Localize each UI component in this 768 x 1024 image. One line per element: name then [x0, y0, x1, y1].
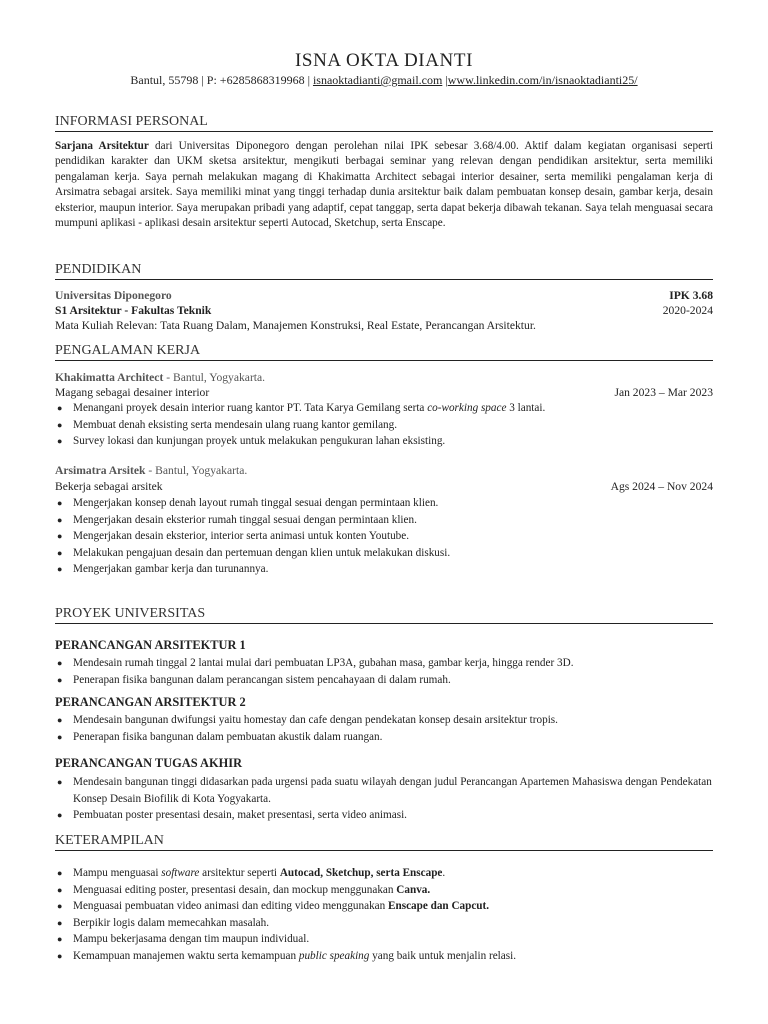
- job-period: Ags 2024 – Nov 2024: [610, 480, 713, 493]
- project-title: PERANCANGAN TUGAS AKHIR: [55, 756, 243, 770]
- skills-list: [55, 865, 713, 964]
- job-company: Khakimatta Architect: [55, 371, 164, 384]
- project-1-bullets: [55, 655, 713, 688]
- candidate-name: ISNA OKTA DIANTI: [294, 50, 473, 71]
- list-item: ● Penerapan fisika bangunan dalam pembuatan akustik dalam ruangan.: [55, 729, 713, 746]
- emphasis-text: co-working space: [427, 402, 507, 414]
- list-item: ● Mengerjakan gambar kerja dan turunannya.: [55, 561, 713, 578]
- emphasis-text: public speaking: [298, 949, 370, 962]
- job-role: Magang sebagai desainer interior: [55, 386, 210, 399]
- emphasis-text: software: [161, 867, 200, 879]
- education-row-1: [55, 288, 713, 303]
- job-period: Jan 2023 – Mar 2023: [614, 386, 713, 399]
- list-item: ● Menangani proyek desain interior ruang kantor PT. Tata Karya Gemilang serta co-working space 3 lantai.: [55, 400, 713, 417]
- list-item: ● Melakukan pengajuan desain dan pertemuan dengan klien untuk melakukan diskusi.: [55, 545, 713, 562]
- strong-text: Autocad, Sketchup, serta Enscape: [279, 867, 443, 879]
- list-item: ● Survey lokasi dan kunjungan proyek untuk melakukan pengukuran lahan eksisting.: [55, 433, 713, 450]
- job-1-role-row: [55, 385, 713, 400]
- list-item: ● Menguasai editing poster, presentasi desain, dan mockup menggunakan Canva.: [55, 882, 713, 899]
- list-item: ● Pembuatan poster presentasi desain, maket presentasi, serta video animasi.: [55, 807, 713, 824]
- job-1-header: [55, 370, 713, 385]
- job-location: - Bantul, Yogyakarta.: [145, 464, 248, 477]
- degree-title: Sarjana Arsitektur: [55, 140, 149, 152]
- project-2-bullets: [55, 712, 713, 745]
- list-item: ● Berpikir logis dalam memecahkan masalah.: [55, 915, 713, 932]
- job-role: Bekerja sebagai arsitek: [55, 480, 163, 493]
- personal-summary: [55, 139, 713, 231]
- section-heading-experience: PENGALAMAN KERJA: [55, 342, 713, 361]
- list-item: ● Mendesain bangunan dwifungsi yaitu homestay dan cafe dengan pendekatan konsep desain arsitektur tropis.: [55, 712, 713, 729]
- education-row-3: [55, 318, 713, 333]
- list-item: ● Membuat denah eksisting serta mendesain ulang ruang kantor gemilang.: [55, 417, 713, 434]
- contact-separator: |: [442, 73, 448, 87]
- education-row-2: [55, 303, 713, 318]
- strong-text: Canva.: [396, 883, 431, 896]
- list-item: ● Mengerjakan desain eksterior, interior serta animasi untuk konten Youtube.: [55, 528, 713, 545]
- linkedin-link[interactable]: www.linkedin.com/in/isnaoktadianti25/: [447, 73, 638, 87]
- project-title: PERANCANGAN ARSITEKTUR 2: [55, 695, 246, 709]
- project-title: PERANCANGAN ARSITEKTUR 1: [55, 638, 246, 652]
- education-years: 2020-2024: [662, 304, 713, 317]
- email-link[interactable]: isnaoktadianti@gmail.com: [312, 73, 443, 87]
- job-2-role-row: [55, 479, 713, 494]
- contact-line: [0, 73, 768, 88]
- list-item: ● Mendesain rumah tinggal 2 lantai mulai dari pembuatan LP3A, gubahan masa, gambar kerja, hingga render 3D.: [55, 655, 713, 672]
- list-item: ● Mampu menguasai software arsitektur seperti Autocad, Sketchup, serta Enscape.: [55, 865, 713, 882]
- summary-text: dari Universitas Diponegoro dengan perolehan nilai IPK sebesar 3.68/4.00. Aktif dalam kegiatan organisasi seperti pendidikan karakter dan UKM sketsa arsitektur, mengikuti berbagai seminar yang relevan dengan pendidikan arsitektur, serta memiliki pengalaman kerja. Saya pernah melakukan magang di Khakimatta Architect sebagai interior desainer, serta memiliki pengalaman kerja di Arsimatra sebagai arsitek. Saya memiliki minat yang tinggi terhadap dunia arsitektur baik dalam pembuatan konsep desain, gambar kerja, desain eksterior, maupun interior. Saya merupakan pribadi yang adaptif, cepat tanggap, serta dapat bekerja dibawah tekanan. Saya telah menguasai secara mumpuni aplikasi - aplikasi desain arsitektur seperti Autocad, Sketchup, serta Enscape.: [55, 140, 713, 230]
- section-heading-projects: PROYEK UNIVERSITAS: [55, 605, 713, 624]
- list-item: ● Mampu bekerjasama dengan tim maupun individual.: [55, 931, 713, 948]
- job-2-bullets: [55, 495, 713, 578]
- list-item: ● Mengerjakan konsep denah layout rumah tinggal sesuai dengan permintaan klien.: [55, 495, 713, 512]
- gpa-value: IPK 3.68: [669, 289, 713, 302]
- list-item: ● Menguasai pembuatan video animasi dan editing video menggunakan Enscape dan Capcut.: [55, 898, 713, 915]
- section-heading-education: PENDIDIKAN: [55, 261, 713, 280]
- section-heading-skills: KETERAMPILAN: [55, 832, 713, 851]
- list-item: ● Kemampuan manajemen waktu serta kemampuan public speaking yang baik untuk menjalin relasi.: [55, 948, 713, 965]
- job-location: - Bantul, Yogyakarta.: [163, 371, 266, 384]
- job-company: Arsimatra Arsitek: [55, 464, 146, 477]
- section-heading-personal: INFORMASI PERSONAL: [55, 113, 713, 132]
- relevant-courses: Mata Kuliah Relevan: Tata Ruang Dalam, Manajemen Konstruksi, Real Estate, Perancangan Arsitektur.: [55, 319, 536, 332]
- school-name: Universitas Diponegoro: [55, 289, 172, 302]
- study-program: S1 Arsitektur - Fakultas Teknik: [55, 304, 212, 317]
- list-item: ● Mengerjakan desain eksterior rumah tinggal sesuai dengan permintaan klien.: [55, 512, 713, 529]
- strong-text: Enscape dan Capcut.: [388, 900, 490, 912]
- list-item: ● Mendesain bangunan tinggi didasarkan pada urgensi pada suatu wilayah dengan judul Perancangan Apartemen Mahasiswa dengan Pendekatan Konsep Desain Biofilik di Kota Yogyakarta.: [55, 774, 713, 807]
- list-item: ● Penerapan fisika bangunan dalam perancangan sistem pencahayaan di dalam rumah.: [55, 672, 713, 689]
- job-2-header: [55, 463, 713, 478]
- job-1-bullets: [55, 400, 713, 450]
- project-3-bullets: [55, 774, 713, 824]
- contact-info: Bantul, 55798 | P: +6285868319968 |: [130, 73, 313, 87]
